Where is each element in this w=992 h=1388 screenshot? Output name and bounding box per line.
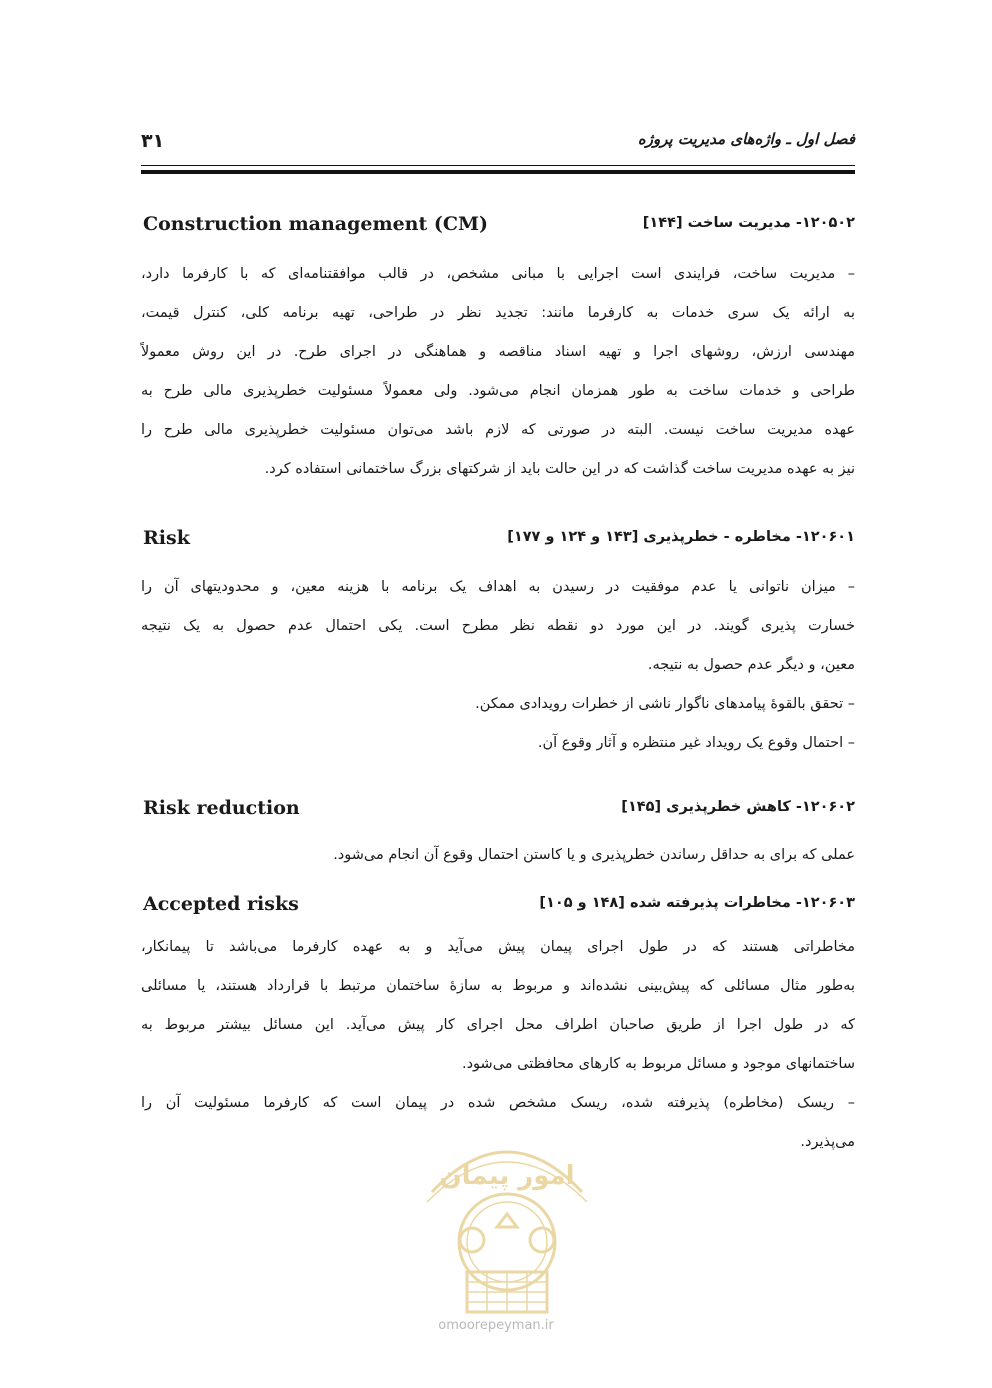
body-line: به‌طور مثال مسائلی که پیش‌بینی نشده‌اند و مربوط به سازهٔ ساختمان مرتبط با قرارداد هستند، یا مسائلی [141, 978, 855, 994]
entry-persian-title: ۱۲۰۶۰۲- کاهش خطرپذیری [۱۴۵] [621, 799, 855, 815]
entry-heading-risk-reduction [141, 797, 855, 829]
entry-heading-construction-management [141, 213, 855, 245]
body-line: مخاطراتی هستند که در طول اجرای پیمان پیش می‌آید و به عهده کارفرما می‌باشد تا پیمانکار، [141, 939, 855, 955]
running-title: فصل اول ـ واژه‌های مدیریت پروژه [637, 130, 855, 148]
watermark-logo-text: امور پیمان [439, 1161, 575, 1191]
watermark-url: omoorepeyman.ir [438, 1318, 554, 1333]
entry-body-risk-reduction [141, 836, 855, 875]
body-line: که در طول اجرا از طریق صاحبان اطراف محل اجرای کار پیش می‌آید. این مسائل بیشتر مربوط به [141, 1017, 855, 1033]
body-line: – مدیریت ساخت، فرایندی است اجرایی با مبانی مشخص، در قالب موافقتنامه‌ای که با کارفرما دارد، [141, 266, 855, 282]
body-line: – ریسک (مخاطره) پذیرفته شده، ریسک مشخص شده در پیمان است که کارفرما مسئولیت آن را [141, 1095, 855, 1111]
body-line: – میزان ناتوانی یا عدم موفقیت در رسیدن به اهداف یک برنامه با هزینه معین، و محدودیتهای آن را [141, 579, 855, 595]
entry-persian-title: ۱۲۰۶۰۳- مخاطرات پذیرفته شده [۱۴۸ و ۱۰۵] [539, 895, 855, 911]
body-line: عملی که برای به حداقل رساندن خطرپذیری و یا کاستن احتمال وقوع آن انجام می‌شود. [333, 847, 855, 863]
body-line: نیز به عهده مدیریت ساخت گذاشت که در این حالت باید از شرکتهای بزرگ ساختمانی استفاده کرد. [264, 461, 855, 477]
body-line: طراحی و خدمات ساخت به طور همزمان انجام می‌شود. ولی معمولاً مسئولیت خطرپذیری مالی طرح به [141, 383, 855, 399]
entry-english-title: Risk reduction [143, 797, 300, 819]
entry-english-title: Risk [143, 527, 190, 549]
page-header [141, 130, 855, 160]
body-line: ساختمانهای موجود و مسائل مربوط به کارهای محافظتی می‌شود. [461, 1056, 855, 1072]
entry-heading-risk [141, 527, 855, 559]
entry-heading-accepted-risks [141, 893, 855, 925]
entry-english-title: Accepted risks [143, 893, 299, 915]
body-line: می‌پذیرد. [800, 1134, 855, 1150]
bullet-line: – احتمال وقوع یک رویداد غیر منتظره و آثار وقوع آن. [537, 735, 855, 751]
watermark-logo [412, 1122, 602, 1344]
header-rule-thin [141, 165, 855, 166]
body-line: عهده مدیریت ساخت نیست. البته در صورتی که لازم باشد می‌توان مسئولیت خطرپذیری مالی طرح را [141, 422, 855, 438]
header-rule-thick [141, 170, 855, 174]
entry-body-risk [141, 568, 855, 763]
body-line: خسارت پذیری گویند. در این مورد دو نقطه نظر مطرح است. یکی احتمال عدم حصول به یک نتیجه [141, 618, 855, 634]
body-line: مهندسی ارزش، روشهای اجرا و تهیه اسناد مناقصه و هماهنگی در اجرای طرح. در این روش معمولاً [141, 344, 855, 360]
entry-persian-title: ۱۲۰۵۰۲- مدیریت ساخت [۱۴۴] [642, 215, 855, 231]
page-number: ۳۱ [141, 130, 165, 152]
body-line: به ارائه یک سری خدمات به کارفرما مانند: تجدید نظر در طراحی، تهیه برنامه کلی، کنترل قیمت، [141, 305, 855, 321]
entry-body-construction-management [141, 255, 855, 489]
entry-persian-title: ۱۲۰۶۰۱- مخاطره - خطرپذیری [۱۴۳ و ۱۲۴ و ۱۷۷] [507, 529, 855, 545]
body-line: معین، و دیگر عدم حصول به نتیجه. [647, 657, 855, 673]
entry-english-title: Construction management (CM) [143, 213, 489, 235]
watermark-seal-icon [412, 1122, 602, 1322]
bullet-line: – تحقق بالقوهٔ پیامدهای ناگوار ناشی از خطرات رویدادی ممکن. [475, 696, 855, 712]
